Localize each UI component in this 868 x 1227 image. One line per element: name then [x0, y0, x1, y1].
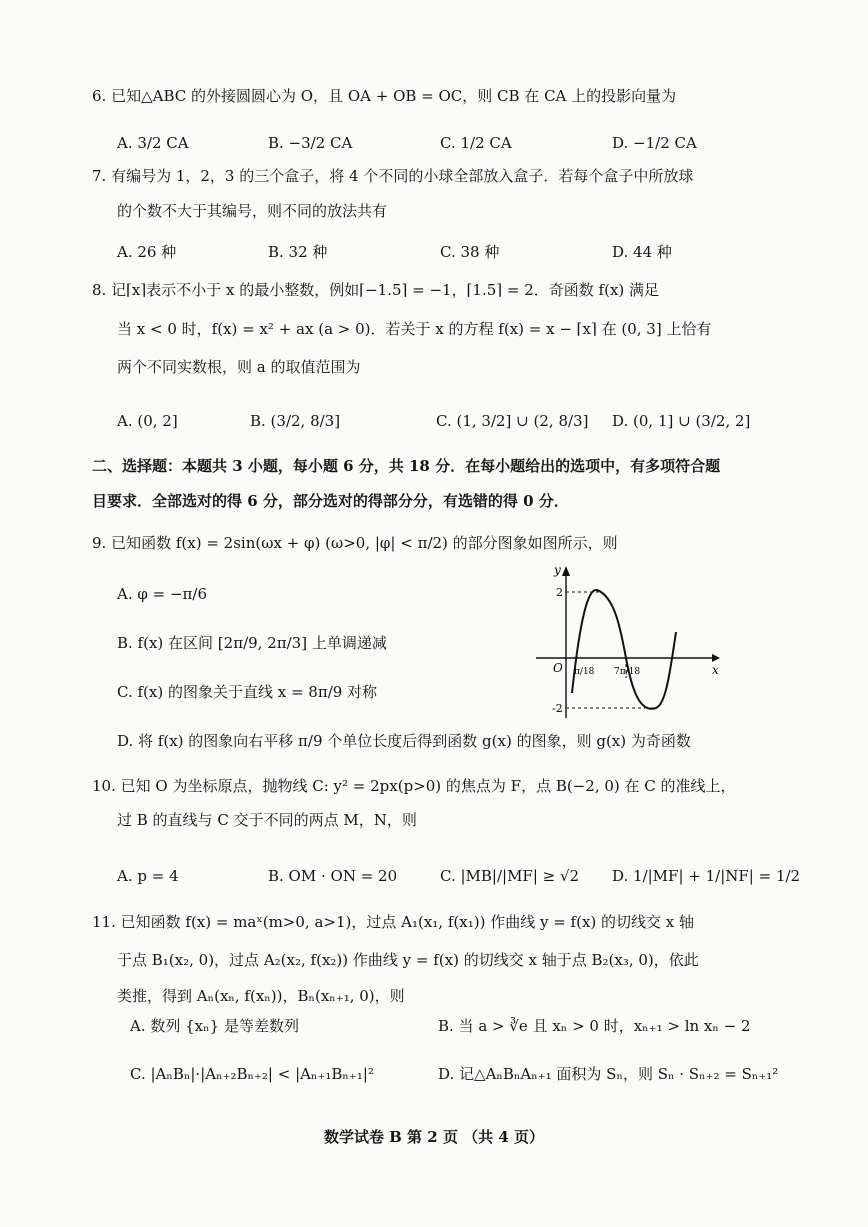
q8-option-c: C. (1, 3/2] ∪ (2, 8/3]: [436, 412, 589, 430]
q7-stem: 7. 有编号为 1，2，3 的三个盒子，将 4 个不同的小球全部放入盒子．若每个盒子中所放球: [92, 167, 694, 185]
q11-option-c: C. |AₙBₙ|·|Aₙ₊₂Bₙ₊₂| < |Aₙ₊₁Bₙ₊₁|²: [130, 1065, 374, 1083]
sine-curve: [572, 590, 676, 709]
q10-option-b: B. OM · ON = 20: [268, 867, 398, 885]
q10-option-a: A. p = 4: [117, 867, 179, 885]
q7-stem-line2: 的个数不大于其编号，则不同的放法共有: [117, 202, 388, 220]
q11-stem-line3: 类推，得到 Aₙ(xₙ, f(xₙ))，Bₙ(xₙ₊₁, 0)，则: [117, 987, 405, 1005]
q8-option-a: A. (0, 2]: [117, 412, 178, 430]
q9-option-d: D. 将 f(x) 的图象向右平移 π/9 个单位长度后得到函数 g(x) 的图象，则 g(x) 为奇函数: [117, 732, 691, 750]
q10-option-c: C. |MB|/|MF| ≥ √2: [440, 867, 580, 885]
q8-option-d: D. (0, 1] ∪ (3/2, 2]: [612, 412, 751, 430]
q11-option-d: D. 记△AₙBₙAₙ₊₁ 面积为 Sₙ，则 Sₙ · Sₙ₊₂ = Sₙ₊₁²: [438, 1065, 779, 1083]
q6-option-c: C. 1/2 CA: [440, 134, 512, 152]
q8-stem: 8. 记⌈x⌉表示不小于 x 的最小整数，例如⌈−1.5⌉ = −1，⌈1.5⌉ = 2．奇函数 f(x) 满足: [92, 281, 660, 299]
q10-stem-line2: 过 B 的直线与 C 交于不同的两点 M，N，则: [117, 811, 417, 829]
q10-option-d: D. 1/|MF| + 1/|NF| = 1/2: [612, 867, 801, 885]
y-max-label: 2: [556, 586, 563, 599]
q7-option-c: C. 38 种: [440, 243, 500, 261]
y-axis-arrow: [562, 566, 570, 576]
q11-option-a: A. 数列 {xₙ} 是等差数列: [130, 1017, 299, 1035]
q8-option-b: B. (3/2, 8/3]: [250, 412, 341, 430]
q6-stem: 6. 已知△ABC 的外接圆圆心为 O，且 OA + OB = OC，则 CB 在 CA 上的投影向量为: [92, 87, 677, 105]
page-footer: 数学试卷 B 第 2 页 （共 4 页）: [323, 1128, 545, 1146]
q7-option-d: D. 44 种: [612, 243, 672, 261]
tick1-label: π/18: [574, 667, 595, 677]
x-axis-label: x: [712, 663, 719, 677]
q9-stem: 9. 已知函数 f(x) = 2sin(ωx + φ) (ω>0, |φ| < π/2) 的部分图象如图所示，则: [92, 534, 618, 552]
q7-option-b: B. 32 种: [268, 243, 328, 261]
q9-sine-graph: [526, 562, 722, 722]
q6-option-d: D. −1/2 CA: [612, 134, 697, 152]
section-2-header: 二、选择题：本题共 3 小题，每小题 6 分，共 18 分．在每小题给出的选项中，有多项符合题: [92, 457, 721, 475]
x-axis-arrow: [712, 654, 720, 662]
q11-option-b: B. 当 a > ∛e 且 xₙ > 0 时，xₙ₊₁ > ln xₙ − 2: [438, 1017, 751, 1035]
q8-stem-line2: 当 x < 0 时，f(x) = x² + ax (a > 0)．若关于 x 的方程 f(x) = x − ⌈x⌉ 在 (0, 3] 上恰有: [117, 320, 712, 338]
q9-option-a: A. φ = −π/6: [117, 585, 207, 603]
q10-stem: 10. 已知 O 为坐标原点，抛物线 C: y² = 2px(p>0) 的焦点为 F，点 B(−2, 0) 在 C 的准线上，: [92, 777, 736, 795]
q7-option-a: A. 26 种: [117, 243, 177, 261]
q11-stem: 11. 已知函数 f(x) = maˣ(m>0, a>1)，过点 A₁(x₁, f(x₁)) 作曲线 y = f(x) 的切线交 x 轴: [92, 913, 695, 931]
q11-stem-line2: 于点 B₁(x₂, 0)，过点 A₂(x₂, f(x₂)) 作曲线 y = f(x) 的切线交 x 轴于点 B₂(x₃, 0)，依此: [117, 951, 699, 969]
y-min-label: -2: [552, 702, 563, 715]
section-2-header-line2: 目要求．全部选对的得 6 分，部分选对的得部分分，有选错的得 0 分．: [92, 492, 569, 510]
q9-option-c: C. f(x) 的图象关于直线 x = 8π/9 对称: [117, 683, 378, 701]
q6-option-a: A. 3/2 CA: [117, 134, 189, 152]
q9-option-b: B. f(x) 在区间 [2π/9, 2π/3] 上单调递减: [117, 634, 387, 652]
q8-stem-line3: 两个不同实数根，则 a 的取值范围为: [117, 358, 361, 376]
y-axis-label: y: [554, 563, 561, 577]
origin-label: O: [553, 661, 563, 675]
q6-option-b: B. −3/2 CA: [268, 134, 353, 152]
tick2-label: 7π/18: [614, 667, 641, 677]
